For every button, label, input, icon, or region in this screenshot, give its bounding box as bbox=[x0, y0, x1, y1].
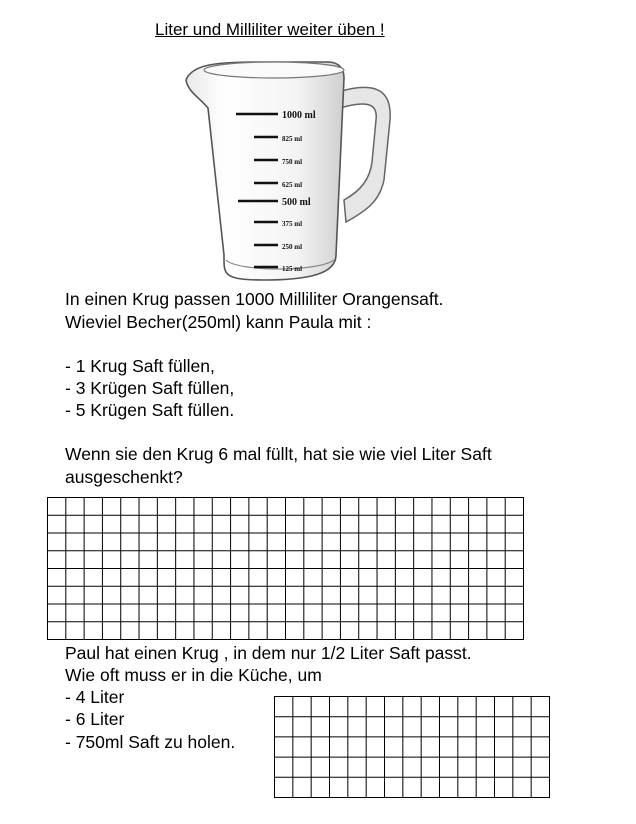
task1-item-1: - 1 Krug Saft füllen, bbox=[65, 356, 215, 376]
marking-625: 625 ml bbox=[282, 181, 303, 189]
marking-250: 250 ml bbox=[282, 243, 303, 251]
task3-item-1: - 4 Liter bbox=[65, 687, 125, 707]
marking-375: 375 ml bbox=[282, 220, 303, 228]
page-title: Liter und Milliliter weiter üben ! bbox=[155, 20, 385, 39]
task3-line1: Paul hat einen Krug , in dem nur 1/2 Liter Saft passt. bbox=[65, 643, 472, 663]
task2-line2: ausgeschenkt? bbox=[65, 467, 183, 487]
task1-item-2: - 3 Krügen Saft füllen, bbox=[65, 378, 235, 398]
marking-125: 125 ml bbox=[282, 265, 303, 273]
marking-500: 500 ml bbox=[282, 197, 311, 208]
task1-item-3: - 5 Krügen Saft füllen. bbox=[65, 400, 235, 420]
answer-grid-2[interactable] bbox=[274, 696, 550, 798]
task1-line2: Wieviel Becher(250ml) kann Paula mit : bbox=[65, 312, 372, 332]
measuring-jug-icon bbox=[178, 50, 398, 285]
answer-grid-1[interactable] bbox=[47, 497, 524, 640]
marking-1000: 1000 ml bbox=[282, 110, 316, 121]
marking-825: 825 ml bbox=[282, 135, 303, 143]
task3-item-2: - 6 Liter bbox=[65, 709, 125, 729]
task3-line2: Wie oft muss er in die Küche, um bbox=[65, 665, 322, 685]
marking-750: 750 ml bbox=[282, 158, 303, 166]
task3-item-3: - 750ml Saft zu holen. bbox=[65, 732, 236, 752]
task1-line1: In einen Krug passen 1000 Milliliter Orangensaft. bbox=[65, 289, 444, 309]
task2-line1: Wenn sie den Krug 6 mal füllt, hat sie wie viel Liter Saft bbox=[65, 444, 492, 464]
